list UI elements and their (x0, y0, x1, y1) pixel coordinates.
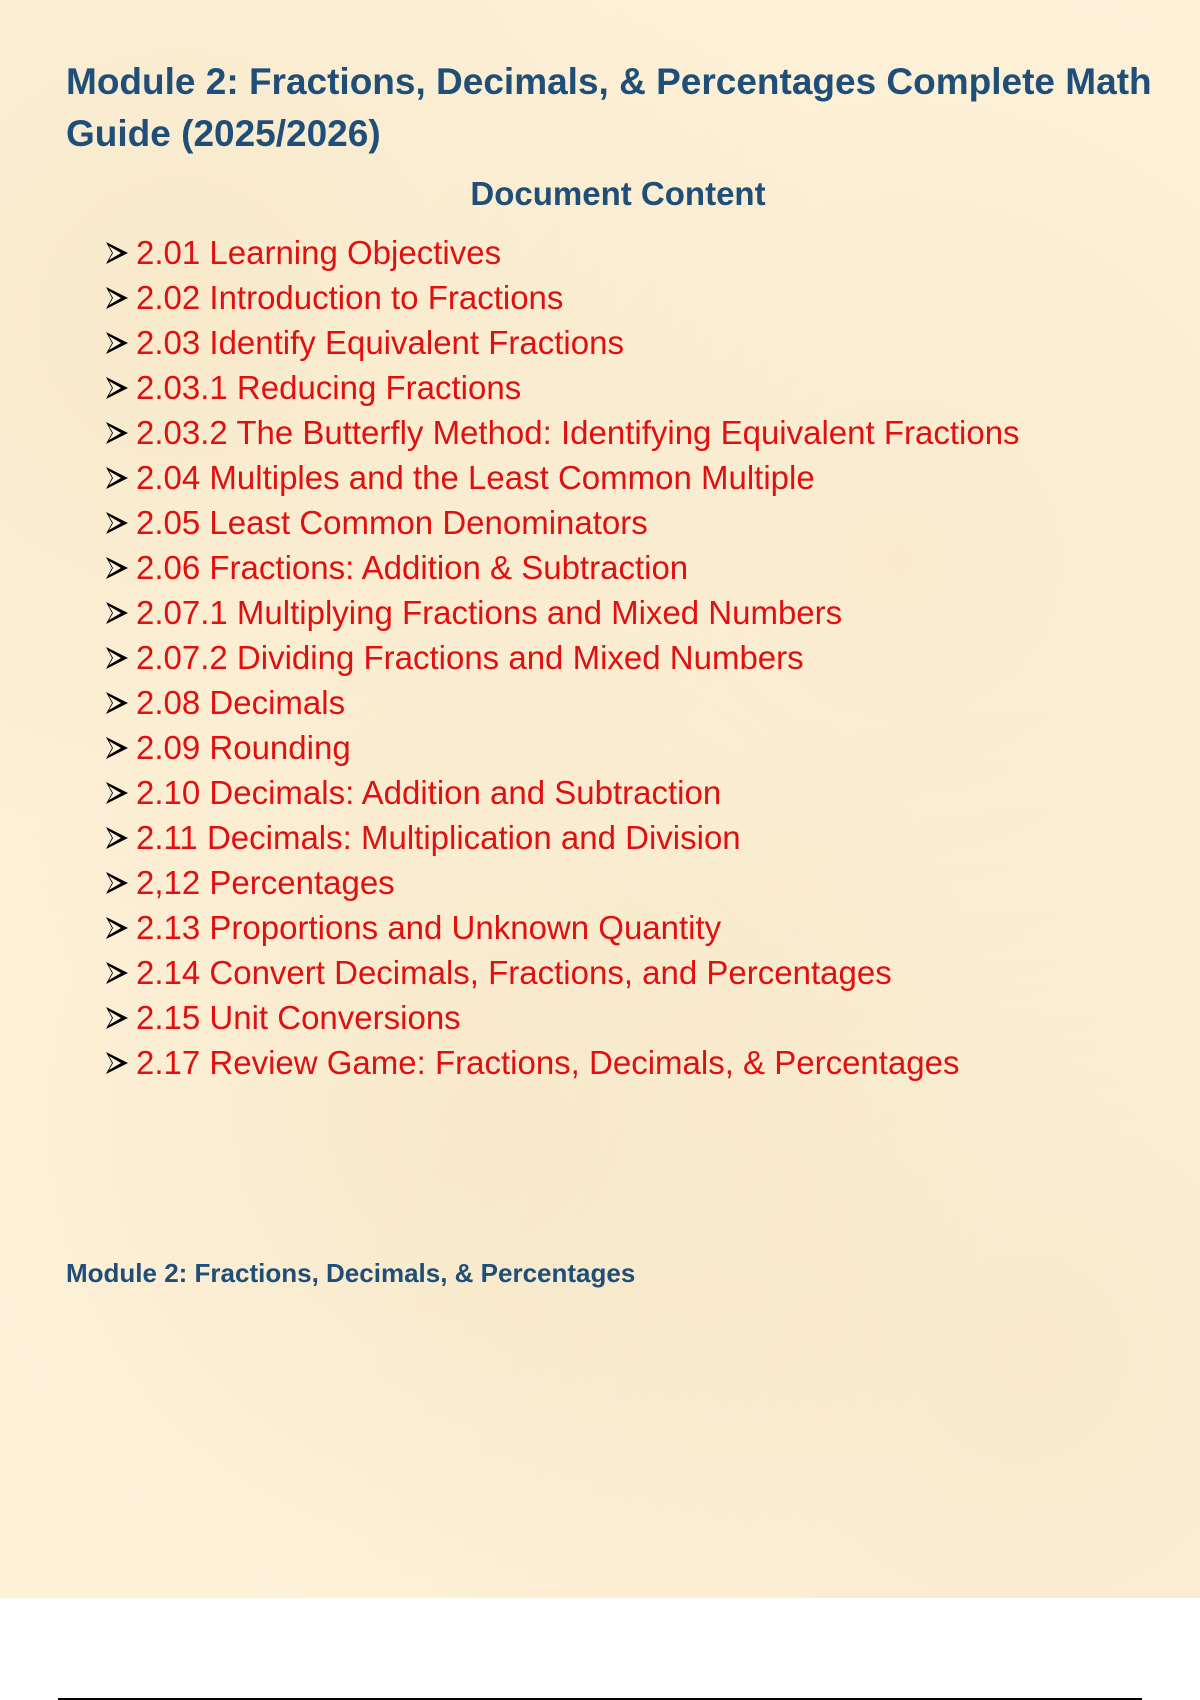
toc-item[interactable] (104, 635, 1020, 680)
toc-item-label: 2.07.1 Multiplying Fractions and Mixed Numbers (136, 593, 843, 631)
toc-item[interactable] (104, 815, 1020, 860)
toc-item[interactable] (104, 500, 1020, 545)
footer-module-label: Module 2: Fractions, Decimals, & Percentages (66, 1258, 636, 1288)
toc-item-label: 2.04 Multiples and the Least Common Multiple (136, 458, 815, 496)
toc-item-label: 2.15 Unit Conversions (136, 998, 461, 1036)
toc-item-label: 2.14 Convert Decimals, Fractions, and Percentages (136, 953, 892, 991)
toc-item[interactable] (104, 545, 1020, 590)
toc-item-label: 2.13 Proportions and Unknown Quantity (136, 908, 722, 946)
toc-item-label: 2.10 Decimals: Addition and Subtraction (136, 773, 722, 811)
toc-item[interactable] (104, 950, 1020, 995)
toc-item[interactable] (104, 1040, 1020, 1085)
toc-item[interactable] (104, 365, 1020, 410)
arrow-bullet-icon (104, 375, 130, 401)
toc-item[interactable] (104, 860, 1020, 905)
arrow-bullet-icon (104, 960, 130, 986)
arrow-bullet-icon (104, 420, 130, 446)
toc-item[interactable] (104, 230, 1020, 275)
toc-item-label: 2.03.1 Reducing Fractions (136, 368, 522, 406)
arrow-bullet-icon (104, 915, 130, 941)
toc-item[interactable] (104, 995, 1020, 1040)
arrow-bullet-icon (104, 555, 130, 581)
toc-item[interactable] (104, 320, 1020, 365)
toc-item-label: 2.03 Identify Equivalent Fractions (136, 323, 624, 361)
arrow-bullet-icon (104, 465, 130, 491)
arrow-bullet-icon (104, 510, 130, 536)
toc-item-label: 2.06 Fractions: Addition & Subtraction (136, 548, 689, 586)
toc-item[interactable] (104, 725, 1020, 770)
toc-item[interactable] (104, 590, 1020, 635)
arrow-bullet-icon (104, 780, 130, 806)
toc-item[interactable] (104, 455, 1020, 500)
toc-item-label: 2,12 Percentages (136, 863, 395, 901)
arrow-bullet-icon (104, 330, 130, 356)
toc-item-label: 2.11 Decimals: Multiplication and Division (136, 818, 741, 856)
arrow-bullet-icon (104, 600, 130, 626)
toc-item-label: 2.08 Decimals (136, 683, 346, 721)
toc-heading: Document Content (470, 175, 766, 212)
arrow-bullet-icon (104, 735, 130, 761)
toc-item[interactable] (104, 905, 1020, 950)
arrow-bullet-icon (104, 870, 130, 896)
toc-item[interactable] (104, 680, 1020, 725)
toc-item[interactable] (104, 275, 1020, 320)
arrow-bullet-icon (104, 690, 130, 716)
toc-item-label: 2.02 Introduction to Fractions (136, 278, 564, 316)
toc-list (104, 230, 1020, 1085)
toc-item-label: 2.05 Least Common Denominators (136, 503, 648, 541)
arrow-bullet-icon (104, 1050, 130, 1076)
arrow-bullet-icon (104, 1005, 130, 1031)
toc-item[interactable] (104, 770, 1020, 815)
arrow-bullet-icon (104, 240, 130, 266)
document-title: Module 2: Fractions, Decimals, & Percentages Complete Math Guide (2025/2026) (66, 61, 1152, 154)
arrow-bullet-icon (104, 645, 130, 671)
arrow-bullet-icon (104, 285, 130, 311)
toc-item-label: 2.09 Rounding (136, 728, 351, 766)
toc-item-label: 2.01 Learning Objectives (136, 233, 502, 271)
toc-item-label: 2.03.2 The Butterfly Method: Identifying Equivalent Fractions (136, 413, 1020, 451)
toc-item-label: 2.07.2 Dividing Fractions and Mixed Numbers (136, 638, 804, 676)
arrow-bullet-icon (104, 825, 130, 851)
toc-item-label: 2.17 Review Game: Fractions, Decimals, & Percentages (136, 1043, 960, 1081)
toc-item[interactable] (104, 410, 1020, 455)
